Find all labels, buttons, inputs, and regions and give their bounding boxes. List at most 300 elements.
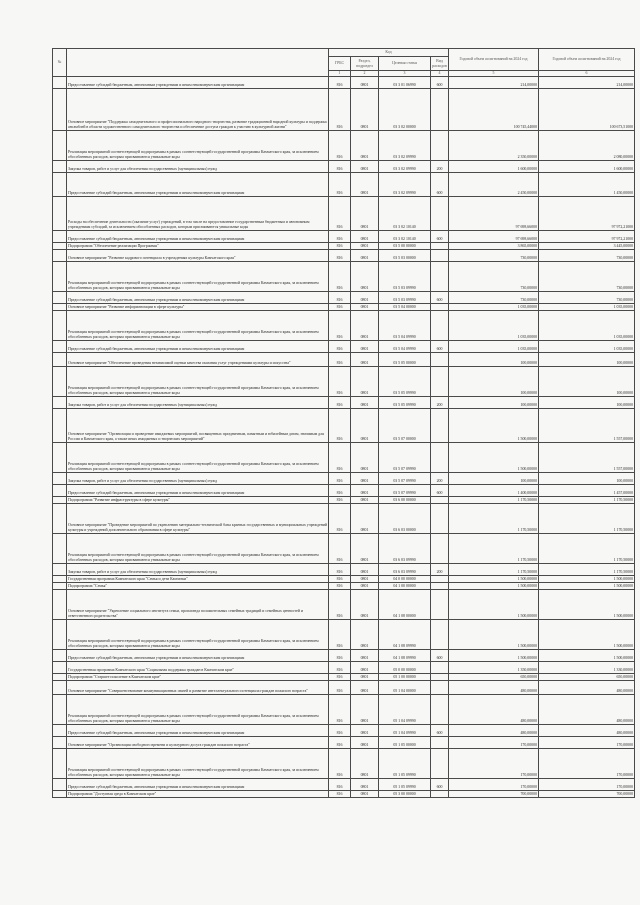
cell-v2: 480,00000: [539, 694, 635, 724]
cell-vr: 600: [431, 230, 449, 242]
cell-num: [53, 160, 67, 172]
cell-v1: 2 450,00000: [449, 172, 539, 196]
cell-num: [53, 694, 67, 724]
cell-desc: Основное мероприятие "Поддержка самодеятельного и профессионального народного творчества, развитие традиционной народной культуры и поддержка ансамблей в области художественного самодеятельного творчества и обеспечение доступа граждан к участию в культурной жизни": [67, 88, 329, 130]
cell-v1: 1 035,00000: [449, 303, 539, 310]
cell-num: [53, 366, 67, 396]
table-row: [53, 352, 635, 366]
table-row: [53, 619, 635, 649]
cell-tsr: 03 5 04 00000: [379, 303, 431, 310]
table-row: [53, 661, 635, 673]
table-row: [53, 503, 635, 533]
header-grbs: ГРБС: [329, 57, 351, 71]
cell-desc: Реализация мероприятий соответствующей подпрограммы в рамках соответствующей государственной программы Камчатского края, за исключением обособленных расходов, которым присваиваются уникальные коды: [67, 310, 329, 340]
cell-grbs: 816: [329, 366, 351, 396]
header-index-2: 2: [351, 71, 379, 77]
table-row: [53, 484, 635, 496]
cell-desc: Основное мероприятие "Организация и проведение имиджевых мероприятий, посвященных праздничным, памятным и юбилейным датам, значимым для России и Камчатского края, а также иных имиджевых и творческих мероприятий": [67, 408, 329, 442]
cell-num: [53, 484, 67, 496]
cell-num: [53, 352, 67, 366]
cell-v1: 1 500,00000: [449, 575, 539, 582]
header-index-6: 6: [539, 71, 635, 77]
cell-v1: 97 698,66000: [449, 196, 539, 230]
cell-tsr: 03 6 03 09990: [379, 533, 431, 563]
cell-v1: 1 500,00000: [449, 589, 539, 619]
cell-vr: 600: [431, 484, 449, 496]
header-index-5: 5: [449, 71, 539, 77]
cell-v2: 1 557,00000: [539, 408, 635, 442]
table-row: [53, 649, 635, 661]
cell-grbs: 816: [329, 352, 351, 366]
table-row: [53, 472, 635, 484]
cell-v1: 480,00000: [449, 694, 539, 724]
cell-v2: 100,00000: [539, 396, 635, 408]
cell-v2: 1 035,00000: [539, 340, 635, 352]
table-row: [53, 533, 635, 563]
cell-tsr: 04 1 08 00000: [379, 589, 431, 619]
cell-v1: 1 170,50000: [449, 533, 539, 563]
cell-tsr: 05 1 05 09990: [379, 748, 431, 778]
cell-tsr: 05 1 00 00000: [379, 673, 431, 680]
cell-vr: [431, 242, 449, 249]
cell-num: [53, 673, 67, 680]
cell-grbs: 816: [329, 484, 351, 496]
cell-num: [53, 310, 67, 340]
cell-desc: Основное мероприятие "Укрепление социального института семьи, пропаганда положительных семейных традиций и семейных ценностей и ответственного родительства": [67, 589, 329, 619]
cell-rz: 0801: [351, 340, 379, 352]
cell-tsr: 04 1 08 09990: [379, 619, 431, 649]
cell-v2: 730,00000: [539, 249, 635, 261]
cell-num: [53, 680, 67, 694]
header-vr: Вид расходов: [431, 57, 449, 71]
cell-tsr: 03 3 02 09990: [379, 130, 431, 160]
cell-v1: 730,00000: [449, 261, 539, 291]
table-row: [53, 680, 635, 694]
cell-grbs: 816: [329, 619, 351, 649]
cell-tsr: 05 3 00 00000: [379, 790, 431, 797]
cell-v2: 1 170,50000: [539, 496, 635, 503]
cell-v1: 1 500,00000: [449, 408, 539, 442]
cell-desc: Предоставление субсидий бюджетным, автономным учреждениям и иным некоммерческим организациям: [67, 340, 329, 352]
cell-rz: 0801: [351, 472, 379, 484]
cell-rz: 0801: [351, 76, 379, 88]
cell-num: [53, 172, 67, 196]
header-index-4: 4: [431, 71, 449, 77]
cell-tsr: 03 5 05 00000: [379, 352, 431, 366]
cell-grbs: 816: [329, 310, 351, 340]
cell-desc: Предоставление субсидий бюджетным, автономным учреждениям и иным некоммерческим организациям: [67, 724, 329, 736]
cell-v2: 480,00000: [539, 680, 635, 694]
cell-desc: Закупка товаров, работ и услуг для обеспечения государственных (муниципальных) нужд: [67, 396, 329, 408]
cell-rz: 0801: [351, 563, 379, 575]
cell-v1: 100,00000: [449, 472, 539, 484]
cell-desc: Закупка товаров, работ и услуг для обеспечения государственных (муниципальных) нужд: [67, 160, 329, 172]
cell-grbs: 816: [329, 303, 351, 310]
cell-v2: 1 600,00000: [539, 160, 635, 172]
cell-v1: 1 170,50000: [449, 503, 539, 533]
cell-vr: 600: [431, 76, 449, 88]
cell-tsr: 03 6 00 00000: [379, 496, 431, 503]
cell-vr: [431, 589, 449, 619]
cell-v1: 1 500,00000: [449, 619, 539, 649]
cell-tsr: 03 5 07 09990: [379, 472, 431, 484]
cell-grbs: 816: [329, 261, 351, 291]
cell-rz: 0801: [351, 352, 379, 366]
cell-rz: 0801: [351, 442, 379, 472]
cell-num: [53, 408, 67, 442]
cell-num: [53, 396, 67, 408]
cell-grbs: 816: [329, 130, 351, 160]
cell-grbs: 816: [329, 230, 351, 242]
cell-grbs: 816: [329, 563, 351, 575]
cell-vr: 600: [431, 172, 449, 196]
cell-v2: 2 080,00000: [539, 130, 635, 160]
cell-vr: [431, 582, 449, 589]
cell-vr: [431, 736, 449, 748]
cell-grbs: 816: [329, 503, 351, 533]
header-index-1: 1: [329, 71, 351, 77]
cell-v1: 1 350,00000: [449, 661, 539, 673]
cell-rz: 0801: [351, 130, 379, 160]
cell-v2: 480,00000: [539, 724, 635, 736]
cell-desc: Предоставление субсидий бюджетным, автономным учреждениям и иным некоммерческим организациям: [67, 484, 329, 496]
header-year-1: Годовой объем ассигнований на 2024 год: [449, 49, 539, 71]
cell-v2: 1 500,00000: [539, 649, 635, 661]
cell-rz: 0801: [351, 396, 379, 408]
cell-vr: [431, 88, 449, 130]
cell-num: [53, 230, 67, 242]
cell-num: [53, 533, 67, 563]
cell-desc: Реализация мероприятий соответствующей подпрограммы в рамках соответствующей государственной программы Камчатского края, за исключением обособленных расходов, которым присваиваются уникальные коды: [67, 130, 329, 160]
cell-rz: 0801: [351, 661, 379, 673]
cell-rz: 0801: [351, 291, 379, 303]
cell-grbs: 816: [329, 291, 351, 303]
cell-grbs: 816: [329, 673, 351, 680]
table-body: [53, 76, 635, 797]
cell-vr: [431, 673, 449, 680]
cell-rz: 0801: [351, 778, 379, 790]
cell-rz: 0801: [351, 503, 379, 533]
cell-num: [53, 76, 67, 88]
cell-vr: 600: [431, 778, 449, 790]
cell-desc: Закупка товаров, работ и услуг для обеспечения государственных (муниципальных) нужд: [67, 563, 329, 575]
cell-rz: 0801: [351, 484, 379, 496]
table-row: [53, 291, 635, 303]
cell-tsr: 03 5 03 09990: [379, 261, 431, 291]
cell-v1: 650,00000: [449, 673, 539, 680]
cell-vr: [431, 303, 449, 310]
cell-num: [53, 748, 67, 778]
cell-num: [53, 242, 67, 249]
cell-tsr: 03 5 04 09990: [379, 310, 431, 340]
cell-desc: Подпрограмма "Семья": [67, 582, 329, 589]
cell-desc: Подпрограмма "Обеспечение реализации Программы": [67, 242, 329, 249]
cell-v1: 214,00000: [449, 76, 539, 88]
cell-num: [53, 619, 67, 649]
cell-num: [53, 790, 67, 797]
cell-vr: [431, 130, 449, 160]
cell-v1: 1 035,00000: [449, 310, 539, 340]
table-row: [53, 160, 635, 172]
cell-desc: Подпрограмма "Доступная среда в Камчатском крае": [67, 790, 329, 797]
cell-v1: 1 500,00000: [449, 442, 539, 472]
cell-tsr: 03 3 01 06990: [379, 76, 431, 88]
cell-v2: 1 170,50000: [539, 503, 635, 533]
cell-v1: 170,00000: [449, 748, 539, 778]
cell-v1: 100 745,44000: [449, 88, 539, 130]
cell-desc: Реализация мероприятий соответствующей подпрограммы в рамках соответствующей государственной программы Камчатского края, за исключением обособленных расходов, которым присваиваются уникальные коды: [67, 694, 329, 724]
cell-desc: Основное мероприятие "Развитие кадрового потенциала в учреждениях культуры Камчатского края": [67, 249, 329, 261]
table-row: [53, 673, 635, 680]
cell-rz: 0801: [351, 230, 379, 242]
cell-rz: 0801: [351, 748, 379, 778]
cell-vr: [431, 196, 449, 230]
cell-vr: [431, 352, 449, 366]
cell-v1: 730,00000: [449, 291, 539, 303]
cell-tsr: 03 5 03 09990: [379, 291, 431, 303]
cell-tsr: 03 5 05 09990: [379, 366, 431, 396]
cell-v1: 1 500,00000: [449, 649, 539, 661]
cell-grbs: 816: [329, 340, 351, 352]
table-row: [53, 303, 635, 310]
cell-v2: 1 500,00000: [539, 619, 635, 649]
cell-grbs: 816: [329, 575, 351, 582]
cell-vr: [431, 442, 449, 472]
cell-v2: 100,00000: [539, 366, 635, 396]
header-rz: Раздел, подраздел: [351, 57, 379, 71]
cell-v1: 1 500,00000: [449, 582, 539, 589]
cell-num: [53, 649, 67, 661]
cell-v1: 3 865,00000: [449, 242, 539, 249]
cell-vr: [431, 575, 449, 582]
cell-grbs: 816: [329, 649, 351, 661]
cell-vr: 600: [431, 724, 449, 736]
cell-v1: 480,00000: [449, 724, 539, 736]
table-row: [53, 196, 635, 230]
cell-grbs: 816: [329, 680, 351, 694]
cell-vr: 200: [431, 396, 449, 408]
cell-vr: [431, 694, 449, 724]
cell-rz: 0801: [351, 673, 379, 680]
cell-desc: Государственная программа Камчатского края "Социальная поддержка граждан в Камчатском крае": [67, 661, 329, 673]
cell-num: [53, 736, 67, 748]
cell-num: [53, 661, 67, 673]
cell-grbs: 816: [329, 472, 351, 484]
cell-vr: [431, 503, 449, 533]
table-row: [53, 88, 635, 130]
cell-desc: Реализация мероприятий соответствующей подпрограммы в рамках соответствующей государственной программы Камчатского края, за исключением обособленных расходов, которым присваиваются уникальные коды: [67, 533, 329, 563]
cell-rz: 0801: [351, 261, 379, 291]
cell-grbs: 816: [329, 76, 351, 88]
cell-desc: Предоставление субсидий бюджетным, автономным учреждениям и иным некоммерческим организациям: [67, 291, 329, 303]
cell-tsr: 03 5 05 09990: [379, 396, 431, 408]
cell-v1: 1 170,50000: [449, 563, 539, 575]
table-row: [53, 261, 635, 291]
cell-v2: 1 500,00000: [539, 582, 635, 589]
cell-tsr: 03 5 07 09990: [379, 484, 431, 496]
cell-num: [53, 724, 67, 736]
header-index-3: 3: [379, 71, 431, 77]
table-row: [53, 76, 635, 88]
table-row: [53, 396, 635, 408]
cell-v2: 1 170,50000: [539, 533, 635, 563]
cell-desc: Закупка товаров, работ и услуг для обеспечения государственных (муниципальных) нужд: [67, 472, 329, 484]
cell-grbs: 816: [329, 242, 351, 249]
cell-v2: 100,00000: [539, 352, 635, 366]
table-row: [53, 310, 635, 340]
table-row: [53, 778, 635, 790]
cell-vr: 600: [431, 291, 449, 303]
cell-grbs: 816: [329, 533, 351, 563]
cell-vr: [431, 261, 449, 291]
cell-vr: [431, 496, 449, 503]
cell-num: [53, 496, 67, 503]
cell-desc: Подпрограмма "Старшее поколение в Камчатском крае": [67, 673, 329, 680]
cell-v1: 480,00000: [449, 680, 539, 694]
cell-tsr: 03 5 00 00000: [379, 242, 431, 249]
cell-rz: 0801: [351, 790, 379, 797]
cell-rz: 0801: [351, 160, 379, 172]
cell-vr: 600: [431, 340, 449, 352]
cell-num: [53, 303, 67, 310]
cell-desc: Предоставление субсидий бюджетным, автономным учреждениям и иным некоммерческим организациям: [67, 778, 329, 790]
cell-v2: 100 673,51000: [539, 88, 635, 130]
cell-num: [53, 575, 67, 582]
cell-tsr: 04 1 08 09990: [379, 649, 431, 661]
cell-v1: 100,00000: [449, 352, 539, 366]
cell-rz: 0801: [351, 196, 379, 230]
cell-v2: 100,00000: [539, 472, 635, 484]
cell-vr: [431, 619, 449, 649]
cell-grbs: 816: [329, 589, 351, 619]
cell-v2: 97 972,21000: [539, 196, 635, 230]
cell-tsr: 03 5 03 00000: [379, 249, 431, 261]
cell-tsr: 05 1 05 00000: [379, 736, 431, 748]
cell-tsr: 05 0 00 00000: [379, 661, 431, 673]
cell-tsr: 03 6 03 09990: [379, 563, 431, 575]
cell-desc: Расходы на обеспечение деятельности (оказание услуг) учреждений, в том числе на предоставление государственным бюджетным и автономным учреждениям субсидий, за исключением обособленных расходов, которым присваиваются уникальные коды: [67, 196, 329, 230]
cell-vr: [431, 408, 449, 442]
cell-grbs: 816: [329, 249, 351, 261]
header-code-group: Код: [329, 49, 449, 57]
cell-num: [53, 472, 67, 484]
cell-desc: Основное мероприятие "Проведение мероприятий по укреплению материально-технической базы краевых государственных и муниципальных учреждений культуры и учреждений дополнительного образования в сфере культуры": [67, 503, 329, 533]
cell-v1: 2 350,00000: [449, 130, 539, 160]
cell-tsr: 05 1 04 00000: [379, 680, 431, 694]
cell-grbs: 816: [329, 172, 351, 196]
cell-v2: 170,00000: [539, 736, 635, 748]
cell-rz: 0801: [351, 496, 379, 503]
cell-rz: 0801: [351, 649, 379, 661]
budget-table: [52, 48, 635, 798]
cell-grbs: 816: [329, 88, 351, 130]
table-row: [53, 790, 635, 797]
table-row: [53, 172, 635, 196]
cell-grbs: 816: [329, 736, 351, 748]
cell-vr: [431, 366, 449, 396]
cell-rz: 0801: [351, 582, 379, 589]
cell-vr: [431, 661, 449, 673]
cell-v2: 730,00000: [539, 291, 635, 303]
cell-desc: Реализация мероприятий соответствующей подпрограммы в рамках соответствующей государственной программы Камчатского края, за исключением обособленных расходов, которым присваиваются уникальные коды: [67, 261, 329, 291]
cell-rz: 0801: [351, 310, 379, 340]
cell-v2: 3 445,00000: [539, 242, 635, 249]
cell-v2: 650,00000: [539, 673, 635, 680]
cell-v1: 170,00000: [449, 736, 539, 748]
cell-tsr: 03 5 04 09990: [379, 340, 431, 352]
cell-desc: Реализация мероприятий соответствующей подпрограммы в рамках соответствующей государственной программы Камчатского края, за исключением обособленных расходов, которым присваиваются уникальные коды: [67, 442, 329, 472]
cell-tsr: 03 6 03 00000: [379, 503, 431, 533]
cell-vr: [431, 249, 449, 261]
header-description: [67, 49, 329, 77]
cell-v2: 1 170,50000: [539, 563, 635, 575]
table-row: [53, 242, 635, 249]
cell-grbs: 816: [329, 724, 351, 736]
cell-v1: 100,00000: [449, 396, 539, 408]
cell-desc: Реализация мероприятий соответствующей подпрограммы в рамках соответствующей государственной программы Камчатского края, за исключением обособленных расходов, которым присваиваются уникальные коды: [67, 366, 329, 396]
cell-tsr: 04 1 00 00000: [379, 582, 431, 589]
cell-tsr: 05 1 05 09990: [379, 778, 431, 790]
cell-vr: [431, 680, 449, 694]
cell-vr: 200: [431, 563, 449, 575]
cell-rz: 0801: [351, 724, 379, 736]
cell-v2: 1 330,00000: [539, 661, 635, 673]
table-row: [53, 130, 635, 160]
cell-v1: 700,00000: [449, 790, 539, 797]
table-row: [53, 694, 635, 724]
cell-grbs: 816: [329, 661, 351, 673]
cell-num: [53, 291, 67, 303]
cell-num: [53, 503, 67, 533]
cell-desc: Предоставление субсидий бюджетным, автономным учреждениям и иным некоммерческим организациям: [67, 230, 329, 242]
cell-v1: 1 035,00000: [449, 340, 539, 352]
table-row: [53, 408, 635, 442]
cell-v2: 170,00000: [539, 778, 635, 790]
cell-v2: 1 450,00000: [539, 172, 635, 196]
cell-num: [53, 196, 67, 230]
cell-rz: 0801: [351, 366, 379, 396]
table-row: [53, 724, 635, 736]
table-header: [53, 49, 635, 77]
table-row: [53, 582, 635, 589]
cell-rz: 0801: [351, 589, 379, 619]
cell-grbs: 816: [329, 582, 351, 589]
cell-grbs: 816: [329, 790, 351, 797]
cell-rz: 0801: [351, 172, 379, 196]
cell-desc: Реализация мероприятий соответствующей подпрограммы в рамках соответствующей государственной программы Камчатского края, за исключением обособленных расходов, которым присваиваются уникальные коды: [67, 619, 329, 649]
table-row: [53, 249, 635, 261]
cell-num: [53, 340, 67, 352]
table-row: [53, 230, 635, 242]
table-row: [53, 563, 635, 575]
table-row: [53, 736, 635, 748]
cell-desc: Подпрограмма "Развитие инфраструктуры в сфере культуры": [67, 496, 329, 503]
cell-rz: 0801: [351, 408, 379, 442]
table-row: [53, 748, 635, 778]
cell-v2: 1 500,00000: [539, 589, 635, 619]
cell-num: [53, 261, 67, 291]
cell-rz: 0801: [351, 533, 379, 563]
cell-num: [53, 778, 67, 790]
table-row: [53, 575, 635, 582]
cell-tsr: 05 1 04 09990: [379, 724, 431, 736]
cell-rz: 0801: [351, 88, 379, 130]
cell-v2: 214,00000: [539, 76, 635, 88]
cell-rz: 0801: [351, 680, 379, 694]
cell-desc: Реализация мероприятий соответствующей подпрограммы в рамках соответствующей государственной программы Камчатского края, за исключением обособленных расходов, которым присваиваются уникальные коды: [67, 748, 329, 778]
header-tsr: Целевая статья: [379, 57, 431, 71]
cell-rz: 0801: [351, 736, 379, 748]
